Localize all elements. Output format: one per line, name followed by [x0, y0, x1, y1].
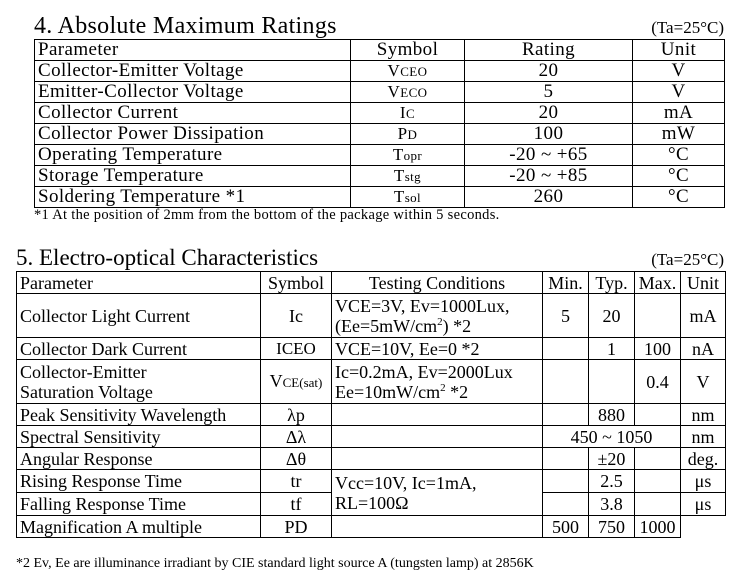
header-parameter: Parameter — [35, 40, 351, 61]
condition-cell: Vcc=10V, Ic=1mA, RL=100Ω — [332, 470, 543, 516]
unit-cell: V — [633, 82, 725, 103]
table-row — [35, 145, 725, 166]
max-cell — [635, 470, 681, 493]
table-row — [17, 404, 726, 426]
param-cell: Storage Temperature — [35, 166, 351, 187]
typ-cell: 2.5 — [589, 470, 635, 493]
section4-condition: (Ta=25°C) — [651, 18, 724, 37]
symbol-cell: Δλ — [261, 426, 332, 448]
table-row — [35, 187, 725, 208]
max-cell: 1000 — [635, 516, 681, 538]
header-parameter: Parameter — [17, 272, 261, 294]
max-cell — [635, 404, 681, 426]
table-row — [17, 426, 726, 448]
param-cell: Collector Power Dissipation — [35, 124, 351, 145]
rating-cell: 20 — [465, 103, 633, 124]
table-row — [35, 61, 725, 82]
table-row — [35, 166, 725, 187]
unit-cell: °C — [633, 145, 725, 166]
min-cell — [543, 493, 589, 516]
section5-condition: (Ta=25°C) — [651, 250, 724, 269]
header-symbol: Symbol — [351, 40, 465, 61]
symbol-cell: Tstg — [351, 166, 465, 187]
min-cell — [543, 404, 589, 426]
param-cell: Rising Response Time — [17, 470, 261, 493]
symbol-cell: tf — [261, 493, 332, 516]
unit-cell: deg. — [681, 448, 726, 470]
param-cell: Collector-Emitter Saturation Voltage — [17, 360, 261, 404]
header-symbol: Symbol — [261, 272, 332, 294]
condition-cell: VCE=3V, Ev=1000Lux, $(Ee=5mW/cm^2)$ *2 — [332, 294, 543, 338]
typ-cell — [589, 360, 635, 404]
section5-header — [16, 246, 724, 270]
symbol-cell: VECO — [351, 82, 465, 103]
electro-optical-table — [16, 271, 726, 538]
rating-cell: 100 — [465, 124, 633, 145]
param-cell: Collector Light Current — [17, 294, 261, 338]
min-cell — [543, 338, 589, 360]
min-cell — [543, 360, 589, 404]
param-cell: Angular Response — [17, 448, 261, 470]
param-cell: Collector-Emitter Voltage — [35, 61, 351, 82]
unit-cell: nm — [681, 426, 726, 448]
header-unit: Unit — [681, 272, 726, 294]
unit-cell: μs — [681, 493, 726, 516]
symbol-cell: Δθ — [261, 448, 332, 470]
header-typ: Typ. — [589, 272, 635, 294]
rating-cell: 5 — [465, 82, 633, 103]
min-cell — [543, 448, 589, 470]
condition-cell: VCE=10V, Ee=0 *2 — [332, 338, 543, 360]
param-cell: Collector Dark Current — [17, 338, 261, 360]
param-cell: Operating Temperature — [35, 145, 351, 166]
symbol-cell: ICEO — [261, 338, 332, 360]
typ-cell: 1 — [589, 338, 635, 360]
symbol-cell: PD — [351, 124, 465, 145]
header-unit: Unit — [633, 40, 725, 61]
header-max: Max. — [635, 272, 681, 294]
unit-cell: °C — [633, 187, 725, 208]
unit-cell: °C — [633, 166, 725, 187]
param-cell: Emitter-Collector Voltage — [35, 82, 351, 103]
rating-cell: 20 — [465, 61, 633, 82]
table-row — [17, 294, 726, 338]
table-row — [17, 338, 726, 360]
symbol-cell: tr — [261, 470, 332, 493]
param-cell: Falling Response Time — [17, 493, 261, 516]
min-cell: 5 — [543, 294, 589, 338]
symbol-cell: λp — [261, 404, 332, 426]
unit-cell: mW — [633, 124, 725, 145]
max-cell — [635, 448, 681, 470]
section4-header — [34, 12, 724, 38]
table-row — [35, 124, 725, 145]
range-cell: 450 ~ 1050 — [543, 426, 681, 448]
unit-cell: mA — [681, 294, 726, 338]
typ-cell: 3.8 — [589, 493, 635, 516]
param-cell: Peak Sensitivity Wavelength — [17, 404, 261, 426]
unit-cell — [681, 516, 726, 538]
section4-footnote: *1 At the position of 2mm from the bottom of the package within 5 seconds. — [34, 207, 500, 223]
symbol-cell: Ic — [261, 294, 332, 338]
table-header-row — [17, 272, 726, 294]
symbol-cell: IC — [351, 103, 465, 124]
header-rating: Rating — [465, 40, 633, 61]
typ-cell: 20 — [589, 294, 635, 338]
header-min: Min. — [543, 272, 589, 294]
header-testing-conditions: Testing Conditions — [332, 272, 543, 294]
symbol-cell: Topr — [351, 145, 465, 166]
condition-cell: Ic=0.2mA, Ev=2000Lux $Ee=10mW/cm^2$ *2 — [332, 360, 543, 404]
table-header-row — [35, 40, 725, 61]
typ-cell: 880 — [589, 404, 635, 426]
unit-cell: V — [681, 360, 726, 404]
typ-cell: ±20 — [589, 448, 635, 470]
table-row — [17, 360, 726, 404]
typ-cell: 750 — [589, 516, 635, 538]
unit-cell: nm — [681, 404, 726, 426]
unit-cell: μs — [681, 470, 726, 493]
rating-cell: -20 ~ +65 — [465, 145, 633, 166]
condition-cell — [332, 448, 543, 470]
section5-title: 5. Electro-optical Characteristics — [16, 245, 319, 270]
table-row — [17, 516, 726, 538]
max-cell — [635, 493, 681, 516]
condition-cell — [332, 404, 543, 426]
unit-cell: V — [633, 61, 725, 82]
table-row — [35, 82, 725, 103]
rating-cell: -20 ~ +85 — [465, 166, 633, 187]
table-row — [35, 103, 725, 124]
max-cell — [635, 294, 681, 338]
min-cell: 500 — [543, 516, 589, 538]
unit-cell: nA — [681, 338, 726, 360]
symbol-cell: Tsol — [351, 187, 465, 208]
max-cell: 0.4 — [635, 360, 681, 404]
table-row — [17, 448, 726, 470]
param-cell: Spectral Sensitivity — [17, 426, 261, 448]
symbol-cell: VCE(sat) — [261, 360, 332, 404]
condition-cell — [332, 516, 543, 538]
absolute-max-ratings-table — [34, 39, 725, 208]
rating-cell: 260 — [465, 187, 633, 208]
symbol-cell: PD — [261, 516, 332, 538]
condition-cell — [332, 426, 543, 448]
param-cell: Soldering Temperature *1 — [35, 187, 351, 208]
min-cell — [543, 470, 589, 493]
unit-cell: mA — [633, 103, 725, 124]
param-cell: Magnification A multiple — [17, 516, 261, 538]
section5-footnote: *2 Ev, Ee are illuminance irradiant by CIE standard light source A (tungsten lamp) at 2856K — [16, 556, 534, 571]
table-row — [17, 470, 726, 493]
symbol-cell: VCEO — [351, 61, 465, 82]
section4-title: 4. Absolute Maximum Ratings — [34, 13, 337, 39]
max-cell: 100 — [635, 338, 681, 360]
param-cell: Collector Current — [35, 103, 351, 124]
